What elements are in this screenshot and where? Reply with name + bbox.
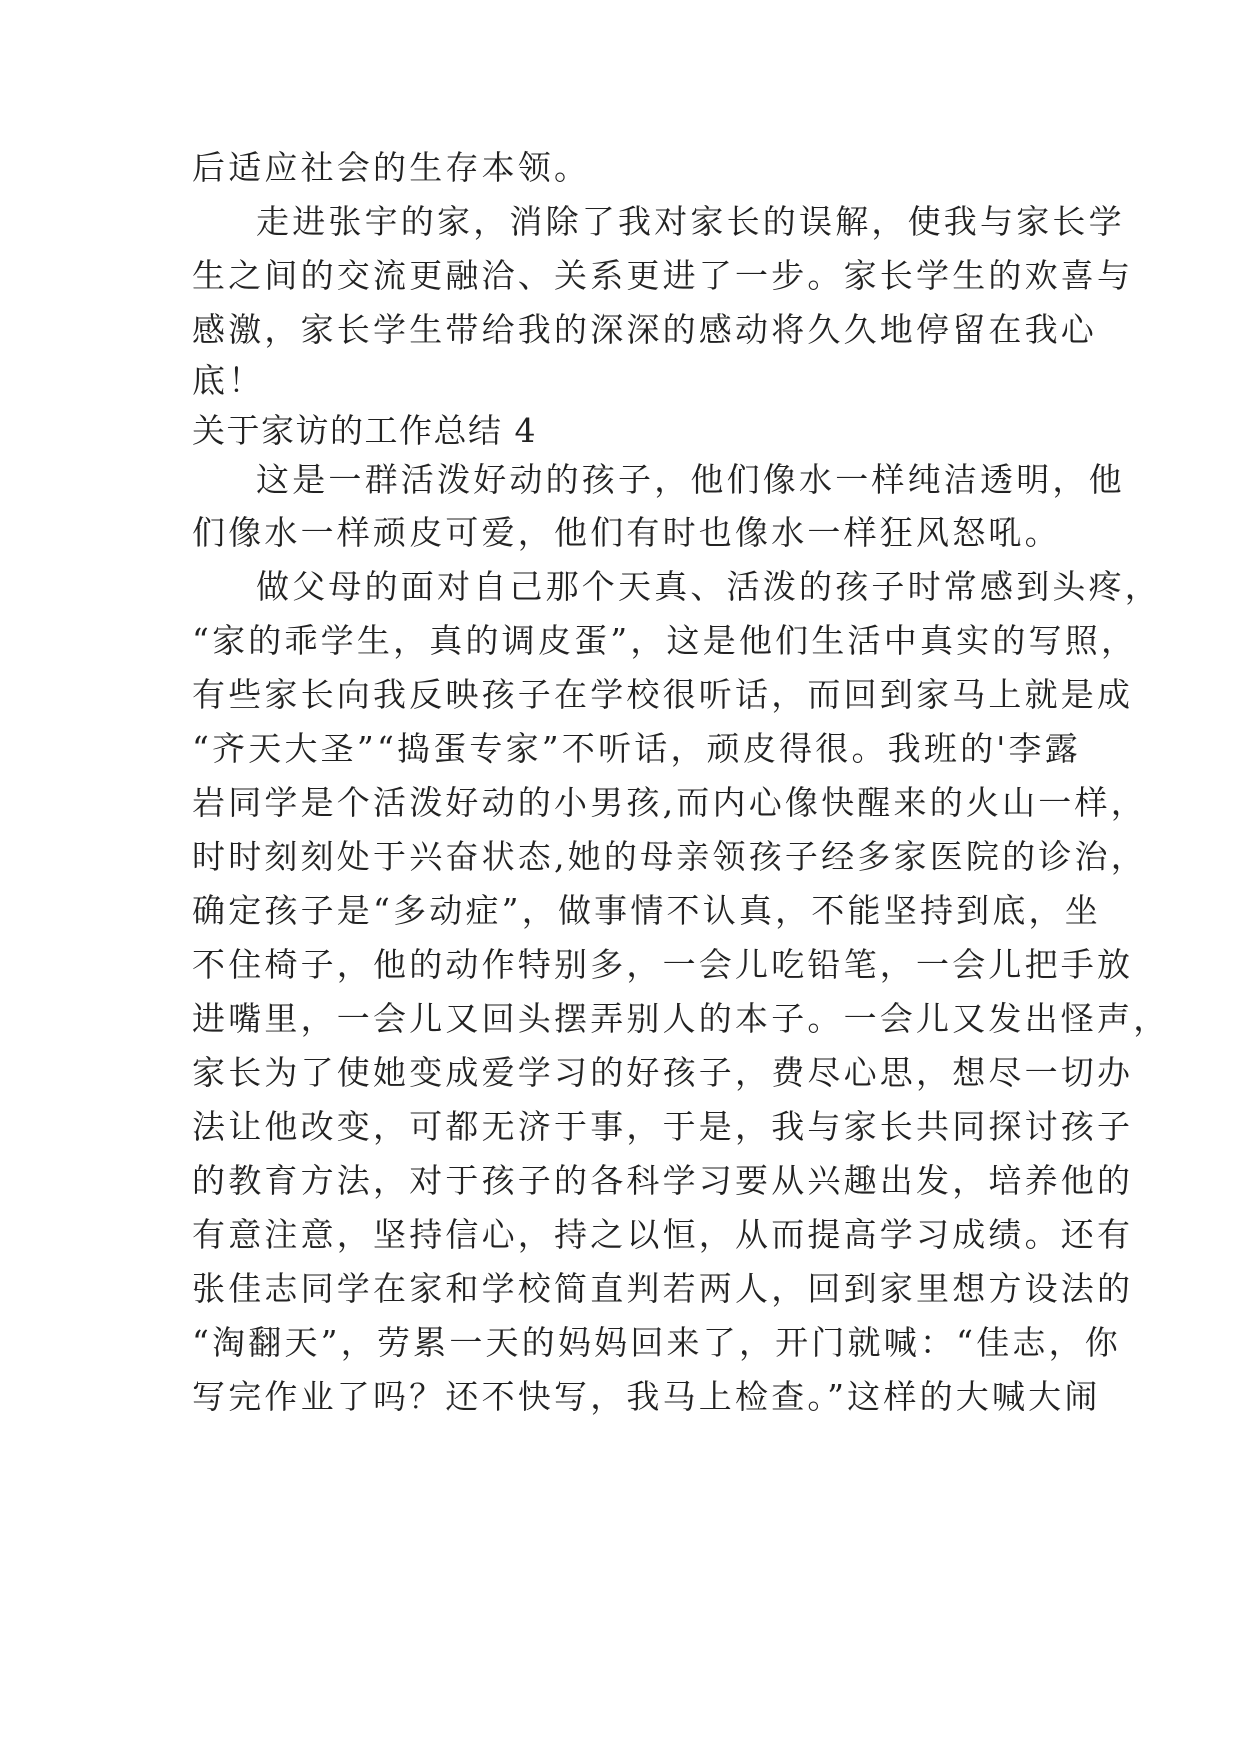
text-line: 不住椅子，他的动作特别多，一会儿吃铅笔，一会儿把手放	[192, 945, 1134, 984]
text-line: 生之间的交流更融洽、关系更进了一步。家长学生的欢喜与	[192, 256, 1134, 295]
text-line: “家的乖学生，真的调皮蛋”，这是他们生活中真实的写照，	[192, 621, 1138, 660]
text-line: 岩同学是个活泼好动的小男孩,而内心像快醒来的火山一样，	[192, 783, 1147, 822]
text-line: 写完作业了吗？还不快写，我马上检查。”这样的大喊大闹	[192, 1377, 1101, 1416]
text-line: “淘翻天”，劳累一天的妈妈回来了，开门就喊：“佳志，你	[192, 1323, 1122, 1362]
text-line: 确定孩子是“多动症”，做事情不认真，不能坚持到底，坐	[192, 891, 1101, 930]
text-line: 有意注意，坚持信心，持之以恒，从而提高学习成绩。还有	[192, 1215, 1134, 1254]
text-line: 的教育方法，对于孩子的各科学习要从兴趣出发，培养他的	[192, 1161, 1134, 1200]
paragraph-first-line: 这是一群活泼好动的孩子，他们像水一样纯洁透明，他	[256, 460, 1125, 499]
paragraph-first-line: 做父母的面对自己那个天真、活泼的孩子时常感到头疼，	[256, 567, 1161, 606]
text-line: 们像水一样顽皮可爱，他们有时也像水一样狂风怒吼。	[192, 513, 1061, 552]
paragraph-first-line: 走进张宇的家，消除了我对家长的误解，使我与家长学	[256, 202, 1125, 241]
text-line: 进嘴里，一会儿又回头摆弄别人的本子。一会儿又发出怪声，	[192, 999, 1170, 1038]
section-heading: 关于家访的工作总结 4	[192, 411, 537, 450]
text-line: 家长为了使她变成爱学习的好孩子，费尽心思，想尽一切办	[192, 1053, 1134, 1092]
text-line: 后适应社会的生存本领。	[192, 148, 591, 187]
text-line: 感激，家长学生带给我的深深的感动将久久地停留在我心	[192, 310, 1097, 349]
text-line: 法让他改变，可都无济于事，于是，我与家长共同探讨孩子	[192, 1107, 1134, 1146]
text-line: 时时刻刻处于兴奋状态,她的母亲领孩子经多家医院的诊治，	[192, 837, 1147, 876]
text-line: 底！	[192, 361, 265, 400]
text-line: “齐天大圣”“捣蛋专家”不听话，顽皮得很。我班的'李露	[192, 729, 1081, 768]
text-line: 张佳志同学在家和学校简直判若两人，回到家里想方设法的	[192, 1269, 1134, 1308]
text-line: 有些家长向我反映孩子在学校很听话，而回到家马上就是成	[192, 675, 1134, 714]
